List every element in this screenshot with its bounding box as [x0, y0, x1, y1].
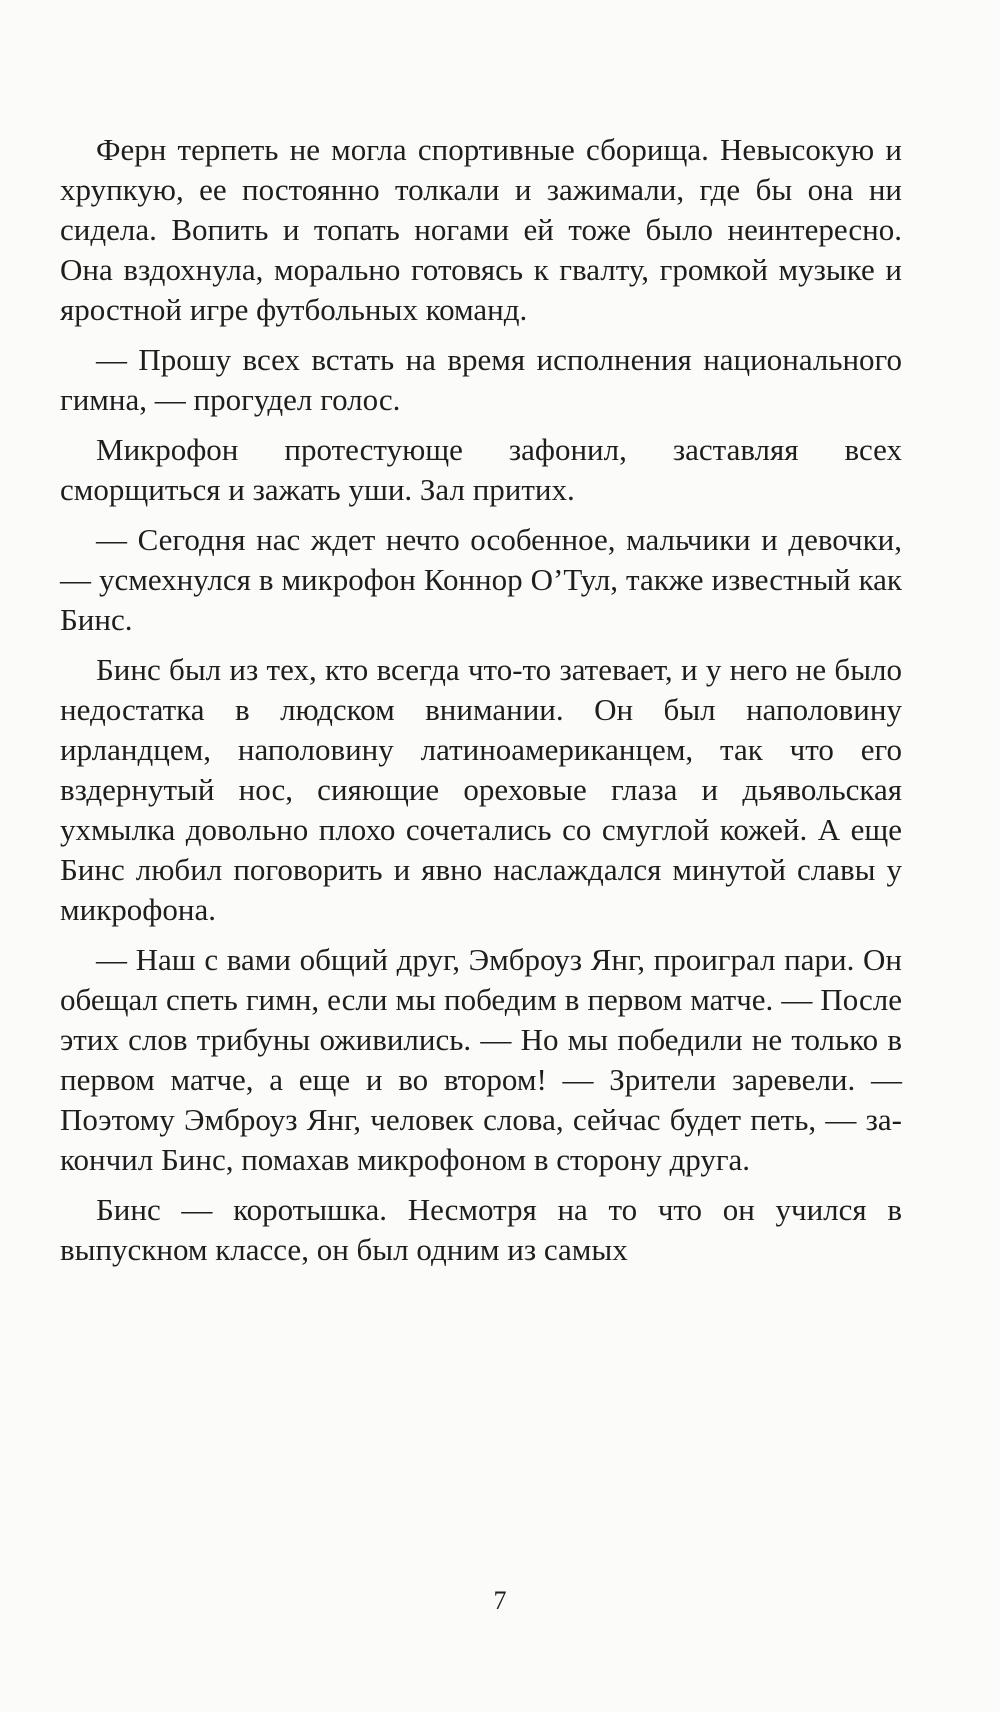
- paragraph-2: — Прошу всех встать на время исполнения национального гимна, — прогудел голос.: [60, 342, 902, 417]
- page-body: [60, 130, 902, 1270]
- page-number: 7: [493, 1586, 507, 1615]
- paragraph-5: Бинс был из тех, кто всегда что-то затевает, и у него не было недостатка в людском внимании. Он был наполовину ирландцем, наполовину латиноамериканцем, так что его вздернутый нос, сияющие ореховые глаза и дьявольская ухмылка довольно плохо сочетались со смуглой кожей. А еще Бинс любил поговорить и явно наслаждался минутой славы у микрофона.: [60, 652, 902, 927]
- paragraph-4: — Сегодня нас ждет нечто особенное, мальчики и девочки, — усмехнулся в микрофон Коннор О’Тул, также известный как Бинс.: [60, 522, 902, 637]
- paragraph-1: Ферн терпеть не могла спортивные сборища. Невысокую и хрупкую, ее постоянно толкали и зажимали, где бы она ни сидела. Вопить и топать ногами ей тоже было неинтересно. Она вздохнула, морально готовясь к гвалту, громкой музыке и яростной игре футбольных команд.: [60, 132, 902, 327]
- paragraph-7: Бинс — коротышка. Несмотря на то что он учился в выпускном классе, он был одним из самых: [60, 1192, 902, 1267]
- paragraph-6: — Наш с вами общий друг, Эмброуз Янг, проиграл пари. Он обещал спеть гимн, если мы победим в первом матче. — После этих слов трибуны оживились. — Но мы победили не только в первом матче, а еще и во втором! — Зрители заревели. — Поэтому Эмброуз Янг, человек слова, сейчас будет петь, — закончил Бинс, помахав микрофоном в сторону друга.: [60, 942, 902, 1177]
- paragraph-3: Микрофон протестующе зафонил, заставляя всех сморщиться и зажать уши. Зал притих.: [60, 432, 902, 507]
